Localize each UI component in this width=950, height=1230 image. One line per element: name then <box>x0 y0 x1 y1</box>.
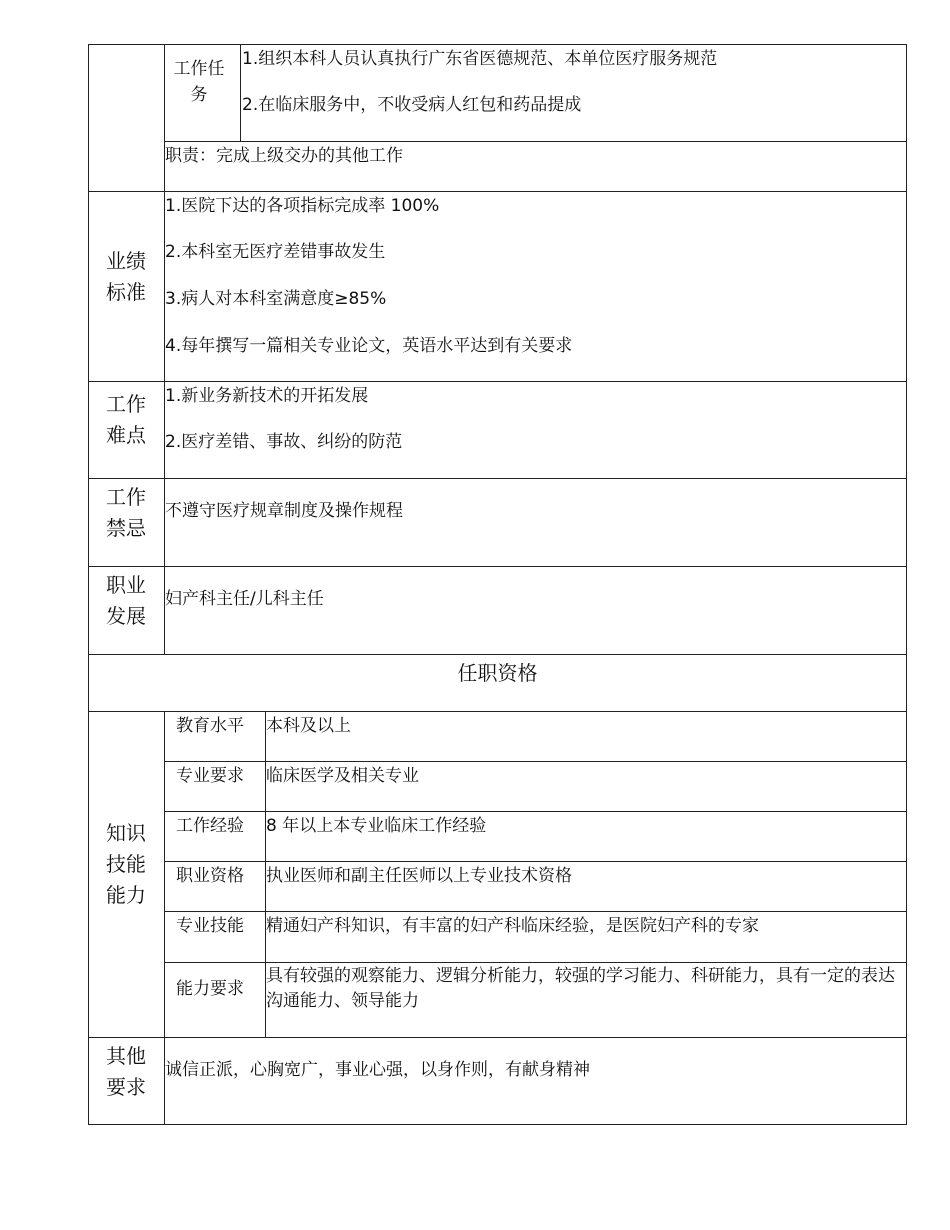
performance-label: 业绩标准 <box>106 249 146 304</box>
taboo-label: 工作禁忌 <box>106 485 146 540</box>
career-label: 职业发展 <box>106 573 146 628</box>
ability-value: 具有较强的观察能力、逻辑分析能力，较强的学习能力、科研能力，具有一定的表达沟通能力、领导能力 <box>266 966 895 1011</box>
taboo-text: 不遵守医疗规章制度及操作规程 <box>165 501 403 521</box>
major-value: 临床医学及相关专业 <box>266 766 419 786</box>
performance-item: 1.医院下达的各项指标完成率 100% <box>165 196 440 216</box>
performance-item: 2.本科室无医疗差错事故发生 <box>165 242 386 262</box>
difficulty-label: 工作难点 <box>106 392 146 447</box>
career-text: 妇产科主任/儿科主任 <box>165 589 324 609</box>
performance-item: 4.每年撰写一篇相关专业论文，英语水平达到有关要求 <box>165 336 573 356</box>
task-item: 1.组织本科人员认真执行广东省医德规范、本单位医疗服务规范 <box>242 49 718 69</box>
ability-label: 能力要求 <box>176 979 244 999</box>
certification-value: 执业医师和副主任医师以上专业技术资格 <box>266 866 572 886</box>
difficulty-item: 2.医疗差错、事故、纠纷的防范 <box>165 432 403 452</box>
other-text: 诚信正派，心胸宽广，事业心强，以身作则，有献身精神 <box>165 1060 590 1080</box>
experience-label: 工作经验 <box>176 816 244 836</box>
certification-label: 职业资格 <box>176 866 244 886</box>
qualification-title: 任职资格 <box>457 661 538 685</box>
skill-value: 精通妇产科知识，有丰富的妇产科临床经验，是医院妇产科的专家 <box>266 916 759 936</box>
major-label: 专业要求 <box>176 766 244 786</box>
skill-label: 专业技能 <box>176 916 244 936</box>
difficulty-item: 1.新业务新技术的开拓发展 <box>165 386 369 406</box>
education-value: 本科及以上 <box>266 716 351 736</box>
knowledge-label: 知识技能能力 <box>106 821 146 907</box>
education-label: 教育水平 <box>176 716 244 736</box>
performance-item: 3.病人对本科室满意度≥85% <box>165 289 387 309</box>
duty-note: 职责：完成上级交办的其他工作 <box>165 146 403 166</box>
task-item: 2.在临床服务中，不收受病人红包和药品提成 <box>242 95 582 115</box>
task-sub-label: 工作任务 <box>173 59 225 105</box>
other-label: 其他要求 <box>106 1044 146 1099</box>
experience-value: 8 年以上本专业临床工作经验 <box>266 816 487 836</box>
